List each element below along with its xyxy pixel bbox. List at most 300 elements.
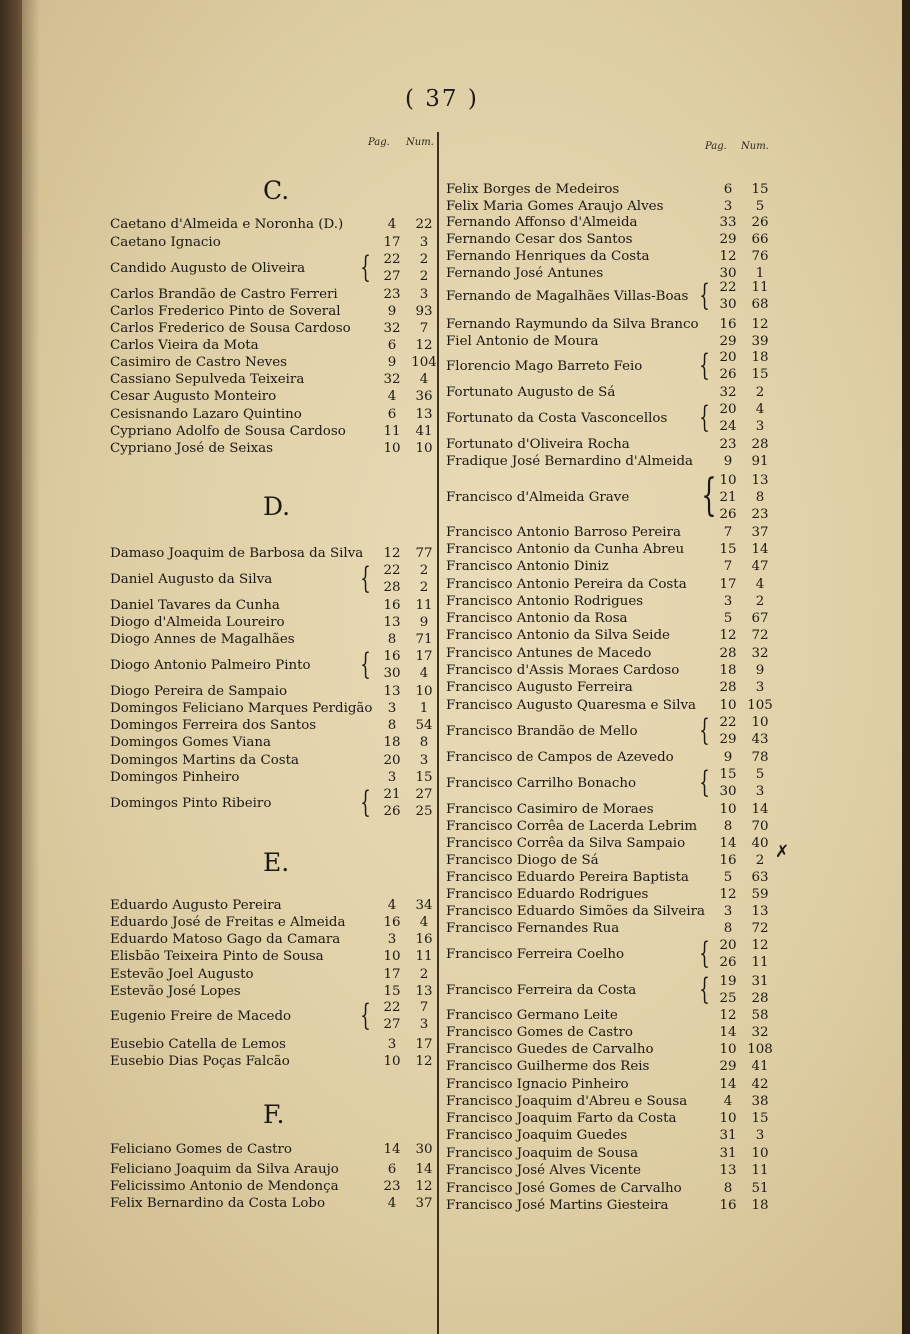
entry-name: Francisco Antonio Rodrigues <box>446 594 644 609</box>
entry-number: 51 <box>751 1181 769 1196</box>
entry-name: Estevão José Lopes <box>110 984 241 999</box>
entry-page: 4 <box>387 217 397 232</box>
entry-number: 91 <box>751 454 769 469</box>
index-entry <box>446 713 780 748</box>
entry-number: 41 <box>751 1059 769 1074</box>
entry-page: 28 <box>719 680 737 695</box>
entry-name: Francisco Antonio Diniz <box>446 559 609 574</box>
entry-number: 32 <box>751 646 769 661</box>
entry-name: Francisco Corrêa de Lacerda Lebrim <box>446 819 698 834</box>
entry-page: 14 <box>719 836 737 851</box>
index-entry <box>446 541 780 559</box>
entry-name: Francisco José Alves Vicente <box>446 1163 641 1178</box>
entry-page: 6 <box>387 407 397 422</box>
entry-name: Cassiano Sepulveda Teixeira <box>110 372 305 387</box>
entry-name: Francisco Eduardo Rodrigues <box>446 887 649 902</box>
index-entry <box>110 717 444 735</box>
entry-name: Francisco Diogo de Sá <box>446 853 599 868</box>
entry-number: 2 <box>755 594 765 609</box>
entry-name: Domingos Feliciano Marques Perdigão <box>110 701 373 716</box>
entry-name: Francisco Antonio Barroso Pereira <box>446 525 681 540</box>
index-entry <box>446 1007 780 1025</box>
entry-name: Carlos Vieira da Mota <box>110 338 259 353</box>
index-entry <box>446 852 780 870</box>
entry-number: 71 <box>415 632 433 647</box>
entry-page: 13 <box>383 615 401 630</box>
header-pag-left: Pag. <box>368 137 390 148</box>
entry-number: 40 <box>751 836 769 851</box>
entry-number: 78 <box>751 750 769 765</box>
section-letter: D. <box>263 492 291 521</box>
entry-page: 18 <box>719 663 737 678</box>
margin-mark: ✗ <box>775 842 790 862</box>
index-entry <box>446 1127 780 1145</box>
entry-name: Diogo Pereira de Sampaio <box>110 684 288 699</box>
entry-number: 66 <box>751 232 769 247</box>
entry-number: 2 2 <box>419 563 429 595</box>
entry-number: 104 <box>411 355 437 370</box>
entry-name: Francisco Ferreira da Costa <box>446 983 637 998</box>
header-pag-right: Pag. <box>705 141 727 152</box>
brace-mark: { <box>360 561 371 596</box>
entry-name: Eduardo Augusto Pereira <box>110 898 282 913</box>
entry-number: 12 <box>415 1179 433 1194</box>
index-entry <box>446 524 780 542</box>
entry-page: 32 <box>383 321 401 336</box>
entry-number: 59 <box>751 887 769 902</box>
index-entry <box>110 752 444 770</box>
entry-number: 28 <box>751 437 769 452</box>
index-entry <box>446 765 780 800</box>
entry-number: 31 28 <box>751 974 769 1006</box>
entry-number: 1 <box>755 266 765 281</box>
entry-page: 5 <box>723 870 733 885</box>
entry-number: 67 <box>751 611 769 626</box>
entry-page: 3 <box>723 594 733 609</box>
entry-number: 2 <box>419 967 429 982</box>
entry-name: Francisco Antonio da Rosa <box>446 611 628 626</box>
entry-page: 23 <box>719 437 737 452</box>
section-letter: F. <box>263 1100 285 1129</box>
index-entry <box>446 662 780 680</box>
entry-page: 22 28 <box>383 563 401 595</box>
entry-name: Francisco d'Assis Moraes Cardoso <box>446 663 680 678</box>
entry-name: Elisbão Teixeira Pinto de Sousa <box>110 949 324 964</box>
index-entry <box>110 406 444 424</box>
entry-page: 22 27 <box>383 252 401 284</box>
index-entry <box>446 835 780 853</box>
index-entry <box>446 278 780 313</box>
entry-name: Feliciano Gomes de Castro <box>110 1142 292 1157</box>
entry-page: 10 21 26 <box>719 473 737 522</box>
entry-name: Domingos Gomes Viana <box>110 735 271 750</box>
brace-mark: { <box>699 348 710 383</box>
index-entry <box>446 593 780 611</box>
entry-page: 5 <box>723 611 733 626</box>
entry-name: Francisco Brandão de Mello <box>446 724 638 739</box>
entry-page: 18 <box>383 735 401 750</box>
entry-number: 72 <box>751 628 769 643</box>
entry-number: 3 <box>419 235 429 250</box>
brace-mark: { <box>699 278 710 313</box>
book-spine <box>0 0 22 1334</box>
index-entry <box>110 1053 444 1071</box>
entry-page: 10 <box>719 1042 737 1057</box>
entry-name: Francisco Joaquim Guedes <box>446 1128 628 1143</box>
index-entry <box>110 597 444 615</box>
entry-name: Cypriano Adolfo de Sousa Cardoso <box>110 424 346 439</box>
entry-name: Francisco de Campos de Azevedo <box>446 750 674 765</box>
entry-name: Felix Maria Gomes Araujo Alves <box>446 199 664 214</box>
index-entry <box>446 1058 780 1076</box>
index-entry <box>110 998 444 1033</box>
entry-page: 7 <box>723 559 733 574</box>
entry-number: 37 <box>751 525 769 540</box>
index-entry <box>110 966 444 984</box>
entry-number: 39 <box>751 334 769 349</box>
header-num-left: Num. <box>406 137 434 148</box>
entry-number: 34 <box>415 898 433 913</box>
index-entry <box>446 214 780 232</box>
entry-number: 15 <box>751 182 769 197</box>
index-entry <box>110 647 444 682</box>
entry-number: 18 15 <box>751 350 769 382</box>
entry-number: 22 <box>415 217 433 232</box>
entry-number: 7 <box>419 321 429 336</box>
entry-page: 32 <box>383 372 401 387</box>
index-entry <box>446 436 780 454</box>
entry-number: 8 <box>419 735 429 750</box>
index-entry <box>446 558 780 576</box>
index-entry <box>446 869 780 887</box>
entry-name: Francisco d'Almeida Grave <box>446 490 630 505</box>
index-entry <box>446 645 780 663</box>
index-entry <box>110 216 444 234</box>
brace-mark: { <box>360 250 371 285</box>
entry-page: 9 <box>387 355 397 370</box>
index-entry <box>110 700 444 718</box>
entry-name: Feliciano Joaquim da Silva Araujo <box>110 1162 339 1177</box>
index-entry <box>110 769 444 787</box>
index-entry <box>446 903 780 921</box>
entry-page: 16 <box>719 853 737 868</box>
entry-number: 36 <box>415 389 433 404</box>
entry-number: 18 <box>751 1198 769 1213</box>
index-entry <box>110 914 444 932</box>
entry-page: 9 <box>723 454 733 469</box>
entry-name: Eduardo Matoso Gago da Camara <box>110 932 341 947</box>
index-entry <box>446 1110 780 1128</box>
entry-name: Fernando Henriques da Costa <box>446 249 650 264</box>
entry-name: Francisco Ignacio Pinheiro <box>446 1077 629 1092</box>
entry-page: 8 <box>723 819 733 834</box>
entry-number: 13 <box>415 407 433 422</box>
entry-page: 16 <box>719 1198 737 1213</box>
entry-name: Fradique José Bernardino d'Almeida <box>446 454 694 469</box>
entry-name: Carlos Brandão de Castro Ferreri <box>110 287 338 302</box>
index-entry <box>110 371 444 389</box>
entry-number: 13 <box>415 984 433 999</box>
entry-name: Francisco Antunes de Macedo <box>446 646 652 661</box>
entry-page: 12 <box>719 887 737 902</box>
index-entry <box>110 234 444 252</box>
entry-page: 10 <box>719 802 737 817</box>
index-entry <box>446 384 780 402</box>
entry-page: 3 <box>387 1037 397 1052</box>
index-entry <box>446 348 780 383</box>
entry-page: 33 <box>719 215 737 230</box>
entry-name: Daniel Tavares da Cunha <box>110 598 280 613</box>
brace-mark: { <box>699 936 710 971</box>
entry-name: Diogo d'Almeida Loureiro <box>110 615 285 630</box>
entry-name: Cesisnando Lazaro Quintino <box>110 407 302 422</box>
entry-page: 3 <box>723 199 733 214</box>
entry-name: Florencio Mago Barreto Feio <box>446 359 643 374</box>
entry-number: 2 2 <box>419 252 429 284</box>
entry-name: Diogo Annes de Magalhães <box>110 632 295 647</box>
entry-number: 54 <box>415 718 433 733</box>
entry-page: 13 <box>383 684 401 699</box>
entry-name: Domingos Pinheiro <box>110 770 240 785</box>
entry-name: Francisco Fernandes Rua <box>446 921 620 936</box>
entry-name: Domingos Ferreira dos Santos <box>110 718 317 733</box>
entry-page: 9 <box>387 304 397 319</box>
brace-mark: { <box>360 998 371 1033</box>
entry-number: 108 <box>747 1042 773 1057</box>
entry-page: 9 <box>723 750 733 765</box>
entry-number: 2 <box>755 385 765 400</box>
entry-page: 8 <box>387 718 397 733</box>
entry-number: 77 <box>415 546 433 561</box>
entry-page: 20 26 <box>719 350 737 382</box>
index-entry <box>110 440 444 458</box>
entry-number: 10 43 <box>751 715 769 747</box>
brace-mark: { <box>699 765 710 800</box>
index-entry <box>446 818 780 836</box>
entry-number: 1 <box>419 701 429 716</box>
index-entry <box>110 1178 444 1196</box>
entry-number: 93 <box>415 304 433 319</box>
brace-mark: { <box>699 400 710 435</box>
entry-page: 17 <box>719 577 737 592</box>
entry-name: Fernando Affonso d'Almeida <box>446 215 638 230</box>
entry-page: 28 <box>719 646 737 661</box>
entry-name: Cesar Augusto Monteiro <box>110 389 277 404</box>
index-entry <box>110 785 444 820</box>
index-entry <box>446 627 780 645</box>
entry-name: Felix Borges de Medeiros <box>446 182 620 197</box>
entry-page: 17 <box>383 235 401 250</box>
entry-page: 6 <box>387 338 397 353</box>
index-entry <box>446 1076 780 1094</box>
index-entry <box>110 337 444 355</box>
entry-number: 14 <box>415 1162 433 1177</box>
entry-number: 11 68 <box>751 280 769 312</box>
entry-name: Fiel Antonio de Moura <box>446 334 599 349</box>
entry-number: 105 <box>747 698 773 713</box>
entry-name: Francisco Antonio Pereira da Costa <box>446 577 687 592</box>
entry-number: 9 <box>419 615 429 630</box>
entry-name: Carlos Frederico Pinto de Soveral <box>110 304 341 319</box>
entry-page: 8 <box>387 632 397 647</box>
entry-name: Francisco Joaquim de Sousa <box>446 1146 639 1161</box>
entry-name: Francisco Guedes de Carvalho <box>446 1042 654 1057</box>
entry-page: 3 <box>387 770 397 785</box>
entry-page: 8 <box>723 921 733 936</box>
entry-number: 4 <box>419 372 429 387</box>
entry-number: 11 <box>751 1163 769 1178</box>
entry-name: Francisco Carrilho Bonacho <box>446 776 637 791</box>
entry-name: Francisco José Martins Giesteira <box>446 1198 669 1213</box>
entry-page: 3 <box>387 932 397 947</box>
index-entry <box>110 423 444 441</box>
index-entry <box>110 1195 444 1213</box>
entry-number: 10 <box>415 684 433 699</box>
entry-name: Eduardo José de Freitas e Almeida <box>110 915 346 930</box>
index-entry <box>446 248 780 266</box>
entry-page: 15 30 <box>719 767 737 799</box>
entry-page: 29 <box>719 232 737 247</box>
entry-number: 76 <box>751 249 769 264</box>
entry-number: 58 <box>751 1008 769 1023</box>
entry-page: 17 <box>383 967 401 982</box>
entry-page: 23 <box>383 287 401 302</box>
index-entry <box>110 250 444 285</box>
entry-number: 4 <box>755 577 765 592</box>
entry-number: 42 <box>751 1077 769 1092</box>
entry-number: 38 <box>751 1094 769 1109</box>
entry-number: 14 <box>751 542 769 557</box>
entry-name: Estevão Joel Augusto <box>110 967 254 982</box>
entry-page: 22 30 <box>719 280 737 312</box>
entry-number: 10 <box>751 1146 769 1161</box>
entry-page: 15 <box>719 542 737 557</box>
entry-page: 16 <box>383 915 401 930</box>
entry-page: 12 <box>383 546 401 561</box>
entry-name: Fernando Cesar dos Santos <box>446 232 633 247</box>
entry-number: 72 <box>751 921 769 936</box>
entry-page: 12 <box>719 628 737 643</box>
index-entry <box>110 286 444 304</box>
entry-page: 8 <box>723 1181 733 1196</box>
entry-page: 4 <box>387 898 397 913</box>
entry-number: 30 <box>415 1142 433 1157</box>
entry-page: 11 <box>383 424 401 439</box>
entry-name: Felix Bernardino da Costa Lobo <box>110 1196 326 1211</box>
entry-name: Diogo Antonio Palmeiro Pinto <box>110 658 311 673</box>
index-entry <box>446 801 780 819</box>
entry-number: 5 3 <box>755 767 765 799</box>
entry-name: Francisco Eduardo Pereira Baptista <box>446 870 689 885</box>
entry-name: Fortunato Augusto de Sá <box>446 385 616 400</box>
index-entry <box>446 1024 780 1042</box>
entry-page: 14 <box>719 1025 737 1040</box>
entry-page: 23 <box>383 1179 401 1194</box>
entry-number: 37 <box>415 1196 433 1211</box>
entry-name: Felicissimo Antonio de Mendonça <box>110 1179 339 1194</box>
entry-number: 4 3 <box>755 402 765 434</box>
entry-name: Francisco Antonio da Cunha Abreu <box>446 542 685 557</box>
index-entry <box>110 631 444 649</box>
entry-number: 2 <box>755 853 765 868</box>
entry-number: 5 <box>755 199 765 214</box>
entry-number: 70 <box>751 819 769 834</box>
brace-mark: { <box>699 713 710 748</box>
entry-name: Fortunato da Costa Vasconcellos <box>446 411 668 426</box>
index-entry <box>446 576 780 594</box>
entry-page: 16 <box>719 317 737 332</box>
index-entry <box>446 1162 780 1180</box>
entry-page: 31 <box>719 1146 737 1161</box>
entry-number: 47 <box>751 559 769 574</box>
entry-name: Caetano d'Almeida e Noronha (D.) <box>110 217 344 232</box>
entry-number: 41 <box>415 424 433 439</box>
index-entry <box>446 610 780 628</box>
entry-number: 17 4 <box>415 649 433 681</box>
entry-page: 29 <box>719 334 737 349</box>
entry-name: Eusebio Dias Poças Falcão <box>110 1054 290 1069</box>
entry-page: 31 <box>719 1128 737 1143</box>
entry-name: Francisco Germano Leite <box>446 1008 618 1023</box>
index-entry <box>446 470 780 522</box>
section-letter: C. <box>263 176 290 205</box>
entry-number: 14 <box>751 802 769 817</box>
entry-name: Francisco Guilherme dos Reis <box>446 1059 650 1074</box>
entry-name: Fernando Raymundo da Silva Branco <box>446 317 699 332</box>
index-entry <box>446 936 780 971</box>
entry-name: Eugenio Freire de Macedo <box>110 1009 292 1024</box>
entry-number: 4 <box>419 915 429 930</box>
entry-name: Cypriano José de Seixas <box>110 441 274 456</box>
entry-page: 12 <box>719 1008 737 1023</box>
index-entry <box>110 545 444 563</box>
entry-page: 3 <box>723 904 733 919</box>
entry-page: 20 26 <box>719 938 737 970</box>
entry-number: 11 <box>415 949 433 964</box>
header-num-right: Num. <box>741 141 769 152</box>
entry-name: Francisco José Gomes de Carvalho <box>446 1181 682 1196</box>
entry-name: Domingos Pinto Ribeiro <box>110 796 272 811</box>
entry-number: 7 3 <box>419 1000 429 1032</box>
entry-page: 32 <box>719 385 737 400</box>
index-entry <box>110 931 444 949</box>
index-entry <box>446 1197 780 1215</box>
index-entry <box>110 388 444 406</box>
index-entry <box>446 920 780 938</box>
index-entry <box>110 354 444 372</box>
entry-page: 6 <box>723 182 733 197</box>
entry-page: 10 <box>719 1111 737 1126</box>
index-entry <box>446 1180 780 1198</box>
entry-name: Francisco Eduardo Simões da Silveira <box>446 904 705 919</box>
index-entry <box>446 1041 780 1059</box>
entry-page: 10 <box>383 949 401 964</box>
entry-page: 10 <box>383 1054 401 1069</box>
entry-name: Francisco Casimiro de Moraes <box>446 802 654 817</box>
entry-name: Francisco Corrêa da Silva Sampaio <box>446 836 686 851</box>
entry-page: 30 <box>719 266 737 281</box>
entry-number: 3 <box>755 680 765 695</box>
index-entry <box>446 231 780 249</box>
entry-name: Francisco Antonio da Silva Seide <box>446 628 670 643</box>
entry-page: 10 <box>383 441 401 456</box>
entry-number: 12 <box>415 1054 433 1069</box>
index-entry <box>110 1161 444 1179</box>
index-entry <box>446 400 780 435</box>
entry-number: 9 <box>755 663 765 678</box>
index-entry <box>110 561 444 596</box>
entry-number: 12 <box>751 317 769 332</box>
